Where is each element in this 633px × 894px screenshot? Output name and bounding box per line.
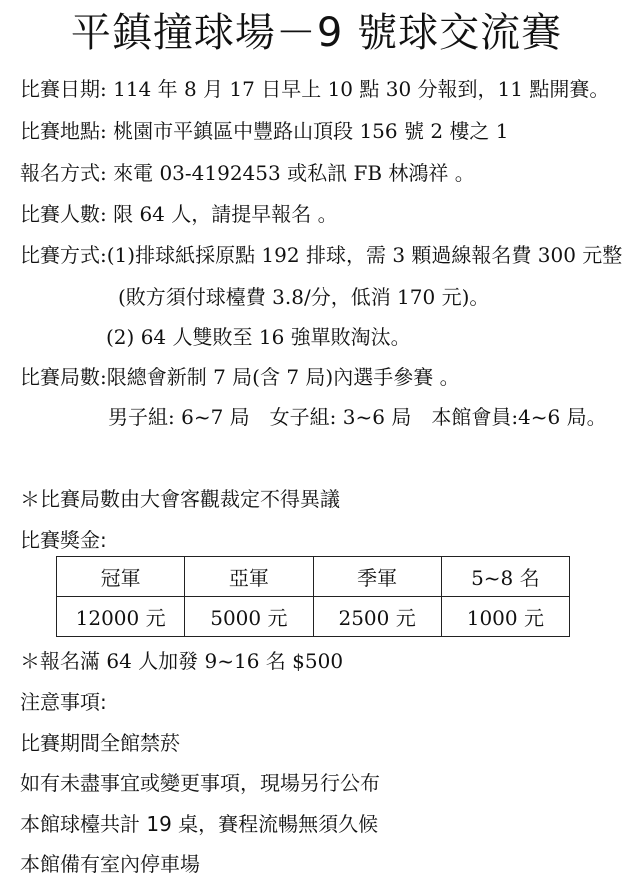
rounds-line: 比賽局數:限總會新制 7 局(含 7 局)內選手參賽 。 xyxy=(20,365,460,389)
prize-header-cell: 季軍 xyxy=(313,557,441,597)
notice-item-1: 比賽期間全館禁菸 xyxy=(20,731,180,755)
notice-item-4: 本館備有室內停車場 xyxy=(20,852,200,876)
notice-item-3: 本館球檯共計 19 桌，賽程流暢無須久候 xyxy=(20,812,379,836)
format-line-2: (2) 64 人雙敗至 16 強單敗淘汰。 xyxy=(106,325,411,349)
prize-label: 比賽獎金: xyxy=(20,528,107,552)
signup-line: 報名方式: 來電 03-4192453 或私訊 FB 林鴻祥 。 xyxy=(20,161,475,185)
rounds-note: ＊比賽局數由大會客觀裁定不得異議 xyxy=(20,487,340,511)
bonus-line: ＊報名滿 64 人加發 9~16 名 $500 xyxy=(20,649,344,673)
prize-value-cell: 2500 元 xyxy=(313,597,441,637)
location-line: 比賽地點: 桃園市平鎮區中豐路山頂段 156 號 2 樓之 1 xyxy=(20,119,509,143)
page-title: 平鎮撞球場－9 號球交流賽 xyxy=(70,10,563,56)
prize-table xyxy=(56,556,570,637)
notice-label: 注意事項: xyxy=(20,690,107,714)
prize-header-cell: 5~8 名 xyxy=(441,557,569,597)
prize-header-cell: 冠軍 xyxy=(57,557,185,597)
rounds-detail-line: 男子組: 6~7 局 女子組: 3~6 局 本館會員:4~6 局。 xyxy=(108,405,607,429)
date-line: 比賽日期: 114 年 8 月 17 日早上 10 點 30 分報到，11 點開賽。 xyxy=(20,77,610,101)
prize-value-cell: 5000 元 xyxy=(185,597,313,637)
format-line-1: 比賽方式:(1)排球紙採原點 192 排球，需 3 顆過線報名費 300 元整 xyxy=(20,243,623,267)
notice-item-2: 如有未盡事宜或變更事項，現場另行公布 xyxy=(20,771,380,795)
prize-value-row xyxy=(57,597,570,637)
count-line: 比賽人數: 限 64 人，請提早報名 。 xyxy=(20,202,338,226)
format-line-1b: (敗方須付球檯費 3.8/分，低消 170 元)。 xyxy=(118,285,490,309)
prize-header-row xyxy=(57,557,570,597)
prize-value-cell: 1000 元 xyxy=(441,597,569,637)
prize-header-cell: 亞軍 xyxy=(185,557,313,597)
prize-value-cell: 12000 元 xyxy=(57,597,185,637)
